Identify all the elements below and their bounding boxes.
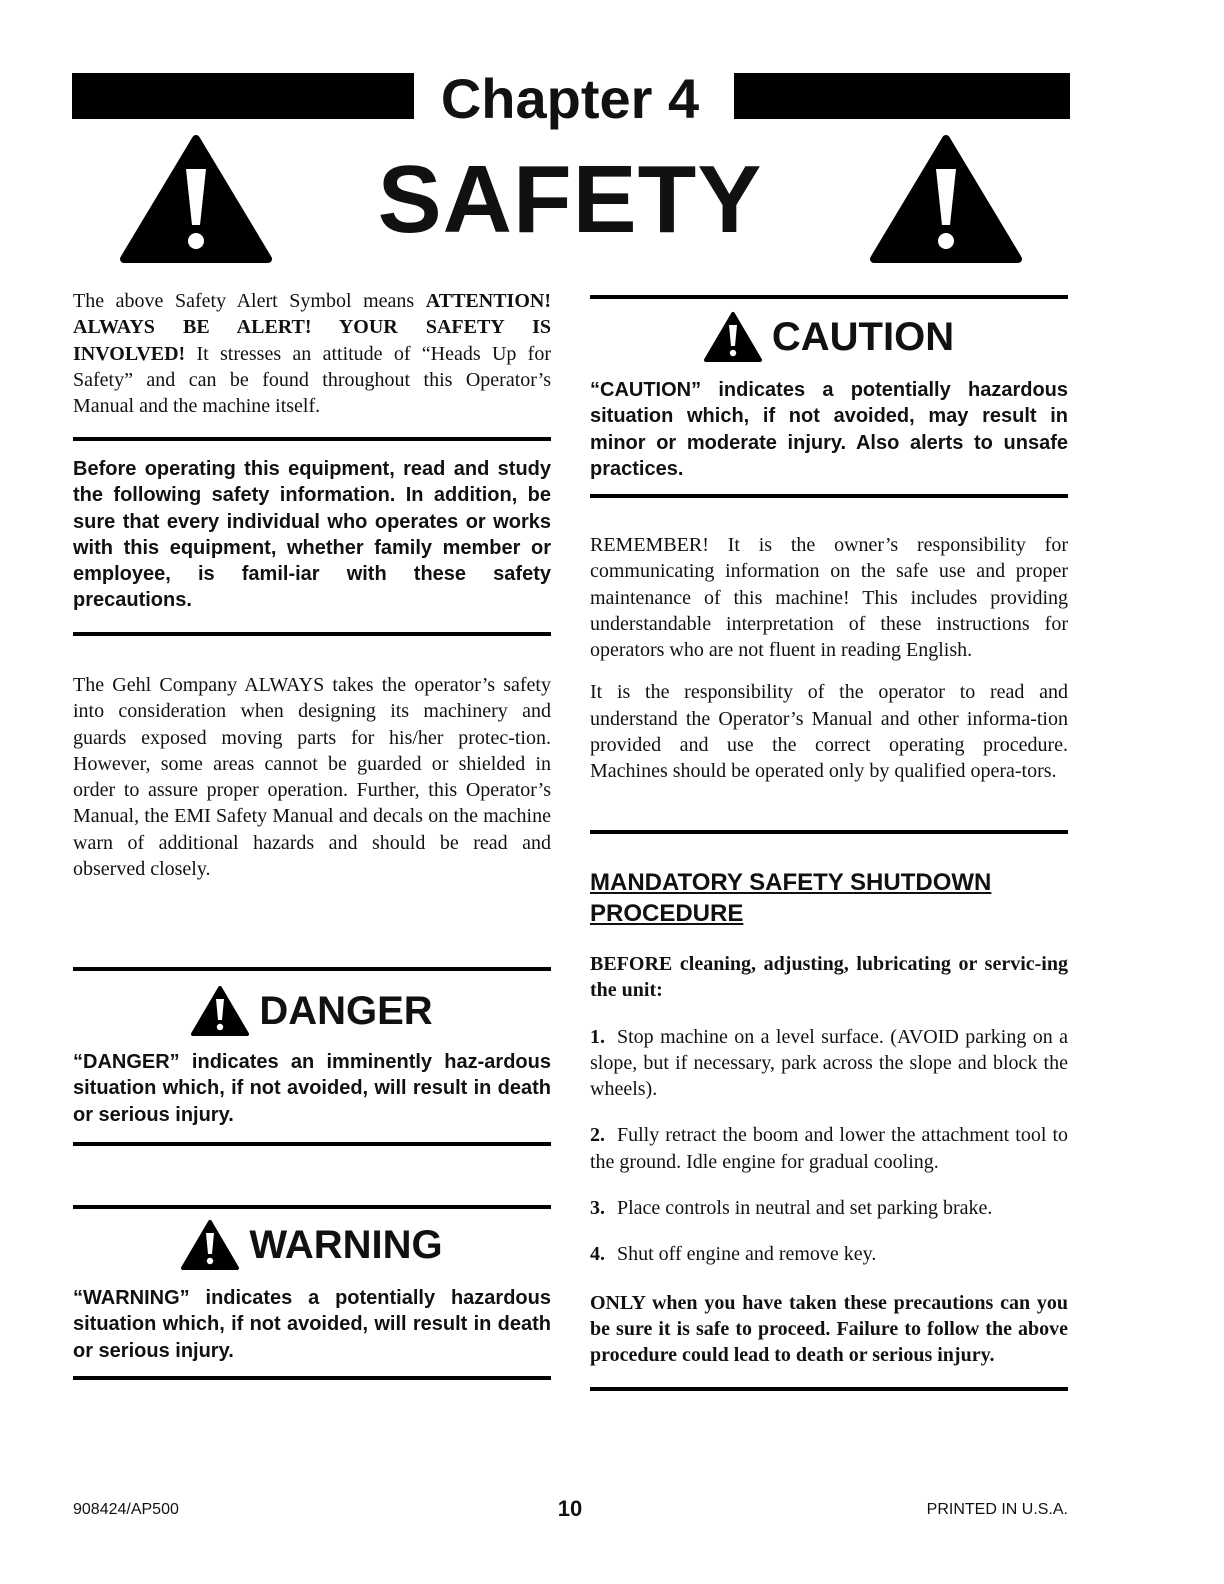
step-text: Fully retract the boom and lower the attachment tool to the ground. Idle engine for gradual cooling. (590, 1124, 1068, 1173)
step-number: 1. (590, 1025, 605, 1048)
shutdown-heading: MANDATORY SAFETY SHUTDOWN PROCEDURE (590, 869, 992, 927)
caution-heading (590, 311, 1068, 363)
divider (590, 1387, 1068, 1391)
remember-block (590, 532, 1068, 785)
gehl-paragraph-block (73, 672, 551, 882)
step-2 (590, 1122, 1068, 1175)
step-text: Stop machine on a level surface. (AVOID parking on a slope, but if necessary, park across the slope and block the wheels). (590, 1025, 1068, 1101)
chapter-title: Chapter 4 (440, 67, 700, 130)
caution-box (590, 295, 1068, 498)
left-column (73, 288, 551, 419)
step-4 (590, 1241, 1068, 1267)
responsibility-paragraph: It is the responsibility of the operator to read and understand the Operator’s Manual and other informa-tion provided and use the correct operating procedure. Machines should be operated only by qualified opera-tors. (590, 681, 1068, 783)
shutdown-box (590, 830, 1068, 1391)
caution-label: CAUTION (771, 315, 955, 359)
step-number: 4. (590, 1243, 605, 1266)
alert-triangle-icon (704, 311, 762, 363)
header-bar-left (72, 73, 414, 119)
step-3 (590, 1195, 1068, 1221)
divider (590, 494, 1068, 498)
danger-label: DANGER (259, 989, 433, 1033)
intro-paragraph (73, 288, 551, 419)
divider (73, 632, 551, 636)
intro-text-end: It stresses an attitude of “Heads Up for Safety” and can be found throughout this Operator’s Manual and the machine itself. (73, 342, 551, 418)
danger-box (73, 967, 551, 1146)
divider (73, 1142, 551, 1146)
divider (73, 1376, 551, 1380)
step-text: Shut off engine and remove key. (617, 1243, 877, 1266)
step-number: 2. (590, 1124, 605, 1147)
step-text: Place controls in neutral and set parking brake. (617, 1197, 993, 1220)
step-1 (590, 1024, 1068, 1103)
danger-text: “DANGER” indicates an imminently haz-ardous situation which, if not avoided, will result in death or serious injury. (73, 1051, 551, 1126)
danger-heading (73, 985, 551, 1037)
divider (73, 1205, 551, 1209)
warning-box (73, 1205, 551, 1380)
doc-number: 908424/AP500 (73, 1501, 179, 1518)
step-number: 3. (590, 1197, 605, 1220)
intro-emphasis: ATTENTION! ALWAYS BE ALERT! YOUR SAFETY IS INVOLVED! (73, 290, 551, 365)
divider (73, 967, 551, 971)
printed-note: PRINTED IN U.S.A. (926, 1501, 1068, 1518)
page-title: SAFETY (377, 146, 763, 253)
alert-triangle-icon (870, 133, 1022, 265)
alert-triangle-icon (191, 985, 249, 1037)
only-when-text: ONLY when you have taken these precautions can you be sure it is safe to proceed. Failure to follow the above procedure could lead to death or serious injury. (590, 1291, 1068, 1367)
before-operating-box (73, 437, 551, 636)
before-operating-text: Before operating this equipment, read and study the following safety information. In addition, be sure that every individual who operates or works with this equipment, whether family member or employee, is famil-iar with these safety precautions. (73, 458, 551, 612)
header-bar-right (734, 73, 1070, 119)
caution-text: “CAUTION” indicates a potentially hazardous situation which, if not avoided, may result in minor or moderate injury. Also alerts to unsafe practices. (590, 379, 1068, 480)
divider (590, 295, 1068, 299)
divider (590, 830, 1068, 834)
warning-text: “WARNING” indicates a potentially hazardous situation which, if not avoided, will result in death or serious injury. (73, 1287, 551, 1362)
remember-paragraph: REMEMBER! It is the owner’s responsibility for communicating information on the safe use and proper maintenance of this machine! This includes providing understandable interpretation of these instructions for operators who are not fluent in reading English. (590, 534, 1068, 662)
before-servicing-text: BEFORE cleaning, adjusting, lubricating or servic-ing the unit: (590, 953, 1068, 1002)
divider (73, 437, 551, 441)
gehl-paragraph: The Gehl Company ALWAYS takes the operator’s safety into consideration when designing its machinery and guards exposed moving parts for his/her protec-tion. However, some areas cannot be guarded or shielded in order to assure proper operation. Further, this Operator’s Manual, the EMI Safety Manual and decals on the machine warn of additional hazards and should be read and observed closely. (73, 674, 551, 881)
alert-triangle-icon (120, 133, 272, 265)
intro-text: The above Safety Alert Symbol means (73, 290, 426, 312)
alert-triangle-icon (181, 1219, 239, 1271)
warning-label: WARNING (249, 1223, 443, 1267)
page-number: 10 (557, 1496, 583, 1521)
warning-heading (73, 1219, 551, 1271)
